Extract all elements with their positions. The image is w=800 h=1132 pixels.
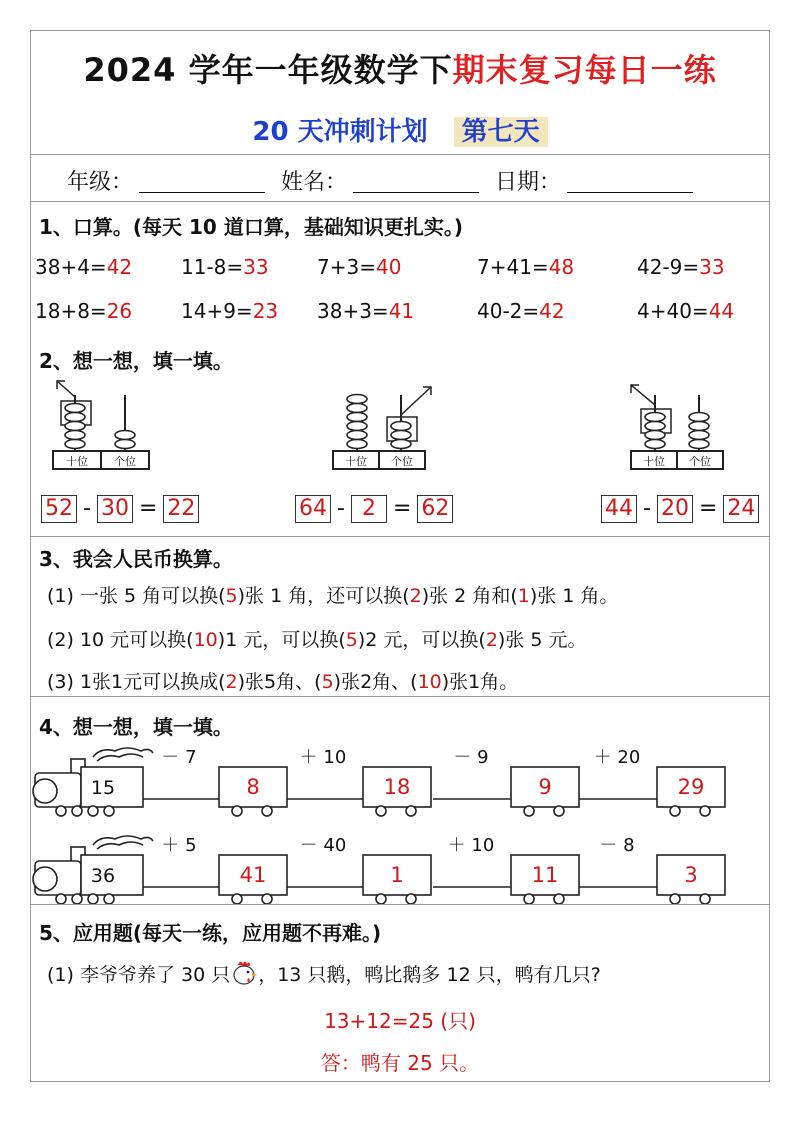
oral-calc-item [637,299,734,323]
calc-answer: 42 [539,299,565,323]
divider [31,904,769,905]
equals-sign: = [392,496,412,521]
tens-label: 十位 [66,455,88,468]
line-text: (2) 10 元可以换( [47,629,194,651]
grade-label: 年级： [67,170,134,195]
name-field[interactable] [353,192,479,193]
car-answer: 9 [538,775,552,799]
abacus-equation [41,495,199,523]
oral-calc-item [317,299,414,323]
car-answer: 41 [239,863,267,887]
line-answer: 5 [345,629,358,651]
operator: - [337,496,345,521]
student-info-row [67,165,709,196]
ones-label: 个位 [391,455,413,468]
answer-box: 62 [417,495,453,523]
answer-box: 24 [723,495,759,523]
word-problem [47,959,601,987]
section5-title: 5、应用题(每天一练，应用题不再难。) [39,921,382,945]
worksheet [30,30,770,1082]
operation-label: － 9 [453,747,489,768]
oral-calc-item [477,255,574,279]
operator: - [83,496,91,521]
date-label: 日期： [495,170,562,195]
car-answer: 29 [677,775,705,799]
line-text: )张1角。 [441,671,519,693]
oral-calc-item [317,255,401,279]
car-answer: 8 [246,775,260,799]
solution-answer: 答：鸭有 25 只。 [320,1051,480,1075]
calc-answer: 26 [106,299,133,323]
section2-title: 2、想一想，填一填。 [39,349,233,373]
section3-title: 3、我会人民币换算。 [39,547,233,571]
answer-box: 30 [97,495,133,523]
day-badge: 第七天 [454,117,548,147]
oral-calc-item [181,255,269,279]
line-text: )1 元，可以换( [217,629,346,651]
train-1 [31,743,771,819]
operator: - [643,496,651,521]
line-text: (1) 一张 5 角可以换( [47,585,226,607]
calc-question: 7+41= [477,255,549,279]
calc-answer: 33 [699,255,725,279]
line-answer: 5 [225,585,238,607]
operation-label: ＋ 10 [299,747,347,768]
engine-number: 36 [90,865,116,887]
calc-answer: 48 [548,255,575,279]
abacus-2 [329,375,449,471]
grade-field[interactable] [139,192,265,193]
oral-calc-item [637,255,725,279]
problem-text-a: (1) 李爷爷养了 30 只 [47,964,231,986]
calc-answer: 23 [252,299,279,323]
divider [31,154,769,155]
abacus-3 [617,375,737,471]
line-text: )张5角、( [237,671,322,693]
abacus-equation [601,495,759,523]
equals-sign: = [698,496,718,521]
exchange-line [47,625,587,652]
calc-question: 38+4= [35,255,107,279]
calc-answer: 41 [388,299,415,323]
operation-label: ＋ 20 [593,747,641,768]
abacus-equation [295,495,453,523]
divider [31,536,769,537]
line-text: )张 1 角。 [529,585,619,607]
line-text: )2 元，可以换( [357,629,486,651]
section4-title: 4、想一想，填一填。 [39,715,233,739]
car-answer: 3 [684,863,698,887]
divider [31,696,769,697]
calc-question: 38+3= [317,299,389,323]
ones-label: 个位 [114,455,136,468]
answer-box: 2 [351,495,387,523]
line-text: )张 5 元。 [497,629,587,651]
operation-label: ＋ 10 [447,835,495,856]
hen-icon [230,959,258,985]
calc-answer: 42 [106,255,133,279]
calc-question: 42-9= [637,255,700,279]
line-text: )张 2 角和( [421,585,518,607]
calc-question: 14+9= [181,299,253,323]
abacus-1 [37,375,157,471]
section1-title: 1、口算。(每天 10 道口算，基础知识更扎实。) [39,215,463,239]
calc-answer: 33 [243,255,269,279]
date-field[interactable] [567,192,693,193]
calc-question: 40-2= [477,299,540,323]
line-answer: 5 [321,671,334,693]
engine-number: 15 [90,777,116,799]
problem-text-b: ，13 只鹅，鸭比鹅多 12 只，鸭有几只? [258,964,601,986]
divider [31,201,769,202]
calc-question: 11-8= [181,255,244,279]
line-text: )张2角、( [333,671,418,693]
operation-label: － 7 [161,747,197,768]
answer-box: 52 [41,495,77,523]
oral-calc-item [35,299,132,323]
train-2 [31,831,771,907]
oral-calc-item [477,299,565,323]
line-answer: 2 [485,629,498,651]
name-label: 姓名： [281,170,348,195]
line-text: (3) 1张1元可以换成( [47,671,226,693]
plan-label: 20 天冲刺计划 [252,117,428,147]
calc-answer: 40 [375,255,402,279]
line-text: )张 1 角，还可以换( [237,585,410,607]
car-answer: 1 [390,863,404,887]
calc-answer: 44 [708,299,735,323]
answer-box: 22 [163,495,199,523]
calc-question: 7+3= [317,255,376,279]
title-red: 期末复习每日一练 [452,51,717,89]
line-answer: 10 [193,629,218,651]
calc-question: 4+40= [637,299,709,323]
line-answer: 2 [409,585,422,607]
equals-sign: = [138,496,158,521]
operation-label: ＋ 5 [161,835,197,856]
operation-label: － 8 [599,835,635,856]
line-answer: 1 [517,585,530,607]
answer-box: 20 [657,495,693,523]
oral-calc-item [181,299,278,323]
exchange-line [47,667,518,694]
tens-label: 十位 [643,455,665,468]
car-answer: 18 [383,775,411,799]
page-subtitle [31,111,769,148]
ones-label: 个位 [689,455,711,468]
car-answer: 11 [531,863,559,887]
answer-box: 44 [601,495,637,523]
line-answer: 10 [417,671,442,693]
answer-box: 64 [295,495,331,523]
operation-label: － 40 [299,835,347,856]
tens-label: 十位 [345,455,367,468]
line-answer: 2 [225,671,238,693]
title-black: 2024 学年一年级数学下 [83,51,453,89]
page-title [31,45,769,91]
solution-equation: 13+12=25 (只) [324,1009,476,1033]
calc-question: 18+8= [35,299,107,323]
oral-calc-item [35,255,132,279]
exchange-line [47,581,618,608]
